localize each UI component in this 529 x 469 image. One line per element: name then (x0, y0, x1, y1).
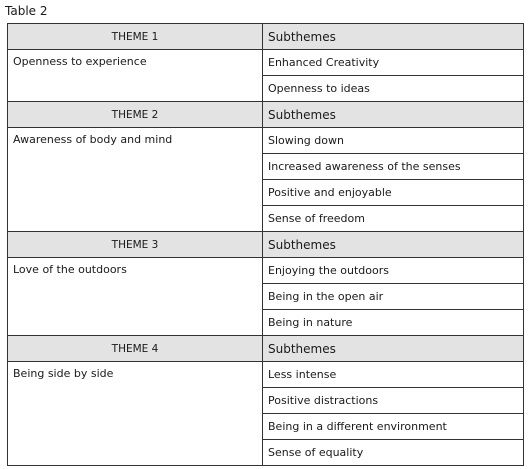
table-row (8, 50, 524, 76)
theme-label: Openness to experience (8, 50, 263, 102)
theme-header-row (8, 102, 524, 128)
theme-header-row (8, 336, 524, 362)
theme-label: Love of the outdoors (8, 258, 263, 336)
subtheme-cell: Being in a different environment (263, 414, 524, 440)
theme-title: THEME 3 (8, 232, 263, 258)
subtheme-cell: Openness to ideas (263, 76, 524, 102)
subtheme-cell: Being in the open air (263, 284, 524, 310)
subthemes-header: Subthemes (263, 24, 524, 50)
subtheme-cell: Sense of equality (263, 440, 524, 466)
theme-title: THEME 4 (8, 336, 263, 362)
theme-title: THEME 1 (8, 24, 263, 50)
subthemes-header: Subthemes (263, 232, 524, 258)
subtheme-cell: Slowing down (263, 128, 524, 154)
subtheme-cell: Increased awareness of the senses (263, 154, 524, 180)
table-row (8, 362, 524, 388)
table-row (8, 258, 524, 284)
theme-label: Awareness of body and mind (8, 128, 263, 232)
subthemes-header: Subthemes (263, 102, 524, 128)
theme-header-row (8, 24, 524, 50)
subtheme-cell: Positive distractions (263, 388, 524, 414)
subtheme-cell: Enjoying the outdoors (263, 258, 524, 284)
subtheme-cell: Being in nature (263, 310, 524, 336)
themes-table (7, 23, 524, 466)
subtheme-cell: Positive and enjoyable (263, 180, 524, 206)
subtheme-cell: Sense of freedom (263, 206, 524, 232)
theme-label: Being side by side (8, 362, 263, 466)
subtheme-cell: Less intense (263, 362, 524, 388)
theme-title: THEME 2 (8, 102, 263, 128)
table-row (8, 128, 524, 154)
theme-header-row (8, 232, 524, 258)
table-caption: Table 2 (5, 4, 48, 18)
subtheme-cell: Enhanced Creativity (263, 50, 524, 76)
subthemes-header: Subthemes (263, 336, 524, 362)
